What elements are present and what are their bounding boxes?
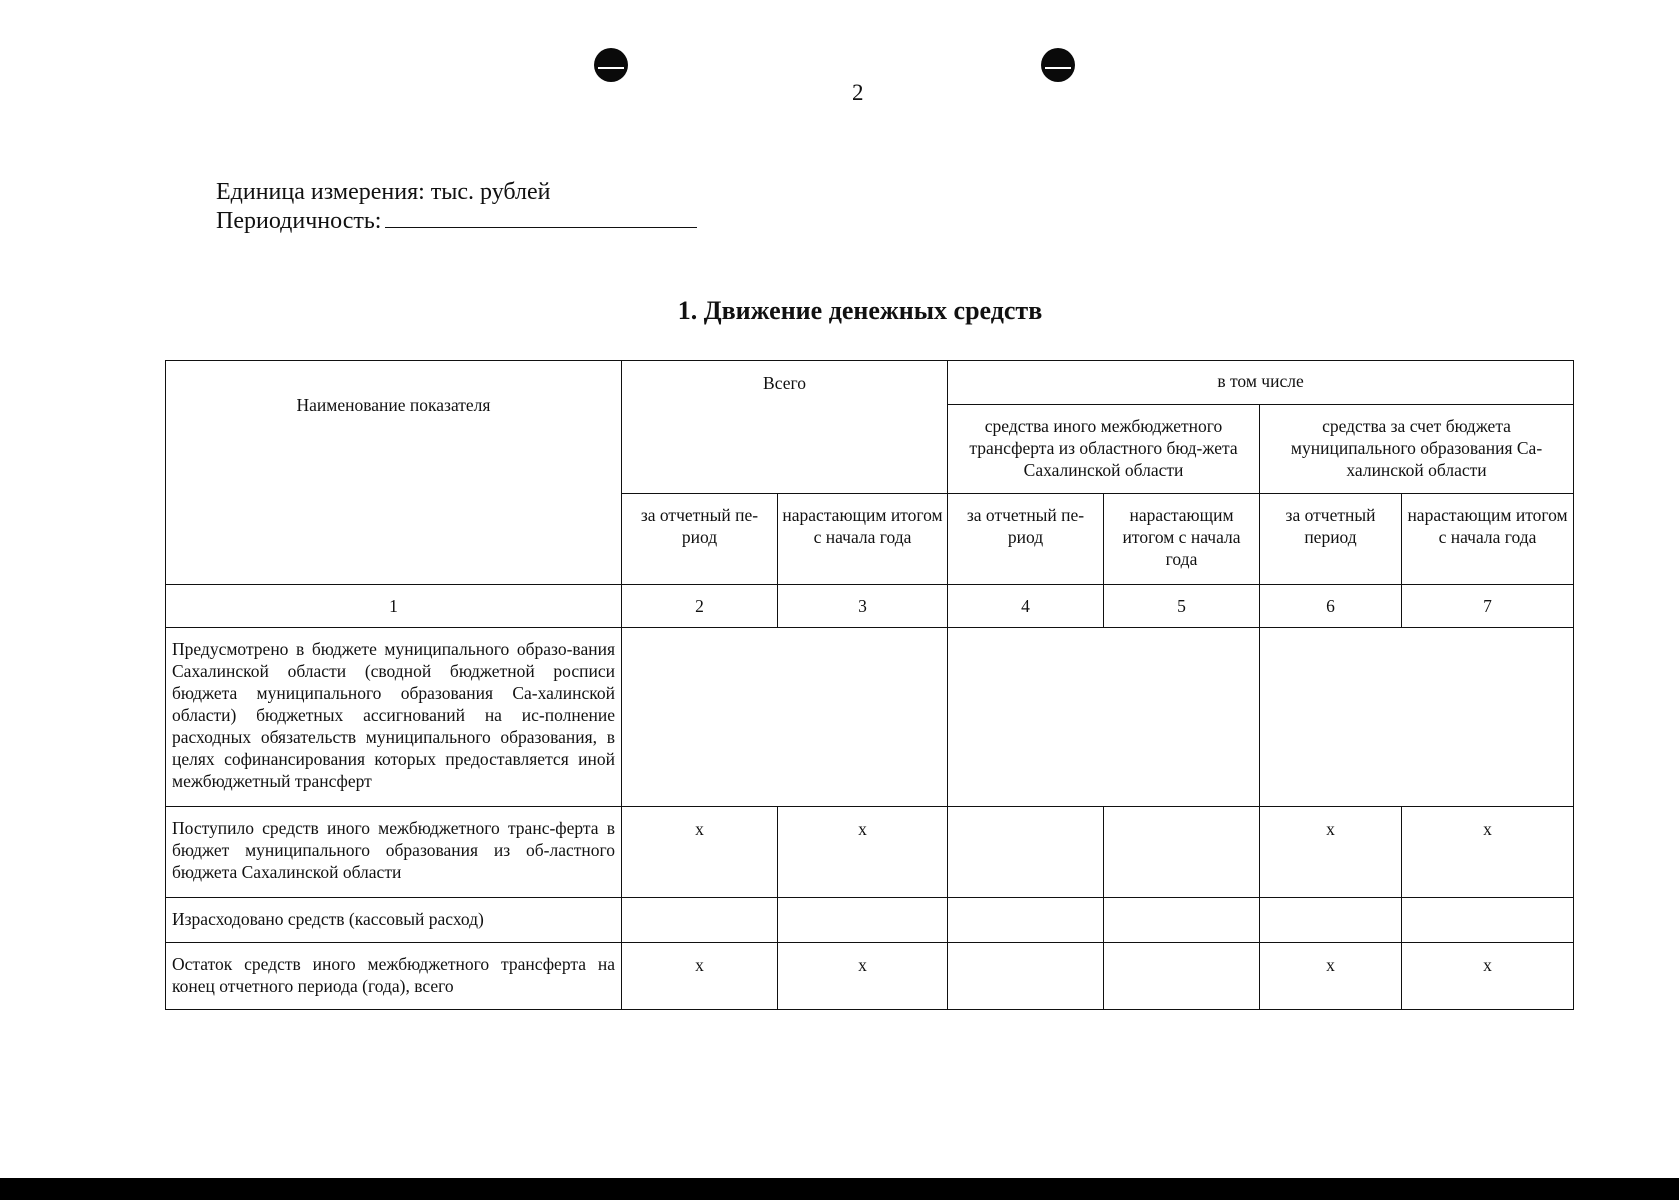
page-number: 2 (852, 80, 864, 105)
table-row (166, 943, 1574, 1010)
table-cell (1104, 898, 1260, 943)
column-number: 3 (778, 585, 948, 628)
table-cell (948, 807, 1104, 898)
table-row (166, 898, 1574, 943)
report-meta (216, 178, 697, 236)
cell-planned-transfer (948, 628, 1260, 807)
row-label-planned: Предусмотрено в бюджете муниципального образо-вания Сахалинской области (сводной бюджетной росписи бюджета муниципального образования Са-халинской области) бюджетных ассигнований на ис-полнение расходных обязательств муниципального образования, в целях софинансирования которых предоставляется иной межбюджетный трансферт (166, 628, 622, 807)
table-row (166, 807, 1574, 898)
table-cell: x (1260, 943, 1402, 1010)
header-including: в том числе (948, 361, 1574, 405)
column-number: 5 (1104, 585, 1260, 628)
unit-line (216, 178, 697, 207)
period-line (216, 207, 697, 236)
punch-hole-right (1041, 48, 1075, 82)
table-cell: x (1260, 807, 1402, 898)
table-cell: x (1402, 943, 1574, 1010)
cell-planned-municipal (1260, 628, 1574, 807)
column-number: 2 (622, 585, 778, 628)
table-cell (622, 898, 778, 943)
column-number: 4 (948, 585, 1104, 628)
header-municipal-budget: средства за счет бюджета муниципального образования Са-халинской области (1260, 405, 1574, 494)
table-cell (948, 943, 1104, 1010)
column-number: 1 (166, 585, 622, 628)
header-total: Всего (622, 361, 948, 494)
table-cell: x (622, 807, 778, 898)
table-cell: x (778, 807, 948, 898)
table-cell (1260, 898, 1402, 943)
table-cell: x (778, 943, 948, 1010)
punch-hole-left (594, 48, 628, 82)
header-total-cumulative: нарастающим итогом с начала года (778, 494, 948, 585)
header-municipal-period: за отчетный период (1260, 494, 1402, 585)
header-total-period: за отчетный пе-риод (622, 494, 778, 585)
column-number: 6 (1260, 585, 1402, 628)
header-transfer-period: за отчетный пе-риод (948, 494, 1104, 585)
period-blank-field (385, 207, 697, 228)
cell-planned-total (622, 628, 948, 807)
table-cell (1104, 943, 1260, 1010)
row-label-spent: Израсходовано средств (кассовый расход) (166, 898, 622, 943)
table-row (166, 628, 1574, 807)
period-label: Периодичность: (216, 208, 382, 234)
table-cell (1402, 898, 1574, 943)
table-cell: x (622, 943, 778, 1010)
column-number-row (166, 585, 1574, 628)
section-title: 1. Движение денежных средств (677, 296, 1043, 325)
header-interbudget-transfer: средства иного межбюджетного трансферта из областного бюд-жета Сахалинской области (948, 405, 1260, 494)
column-number: 7 (1402, 585, 1574, 628)
table-cell (1104, 807, 1260, 898)
row-label-received: Поступило средств иного межбюджетного транс-ферта в бюджет муниципального образования из об-ластного бюджета Сахалинской области (166, 807, 622, 898)
cash-flow-table (165, 360, 1574, 1010)
scan-bottom-edge (0, 1178, 1679, 1200)
row-label-balance: Остаток средств иного межбюджетного трансферта на конец отчетного периода (года), всего (166, 943, 622, 1010)
unit-label: Единица измерения: тыс. рублей (216, 179, 551, 205)
table-cell: x (1402, 807, 1574, 898)
header-indicator-name: Наименование показателя (166, 361, 622, 585)
header-municipal-cumulative: нарастающим итогом с начала года (1402, 494, 1574, 585)
table-cell (948, 898, 1104, 943)
table-cell (778, 898, 948, 943)
header-transfer-cumulative: нарастающим итогом с начала года (1104, 494, 1260, 585)
